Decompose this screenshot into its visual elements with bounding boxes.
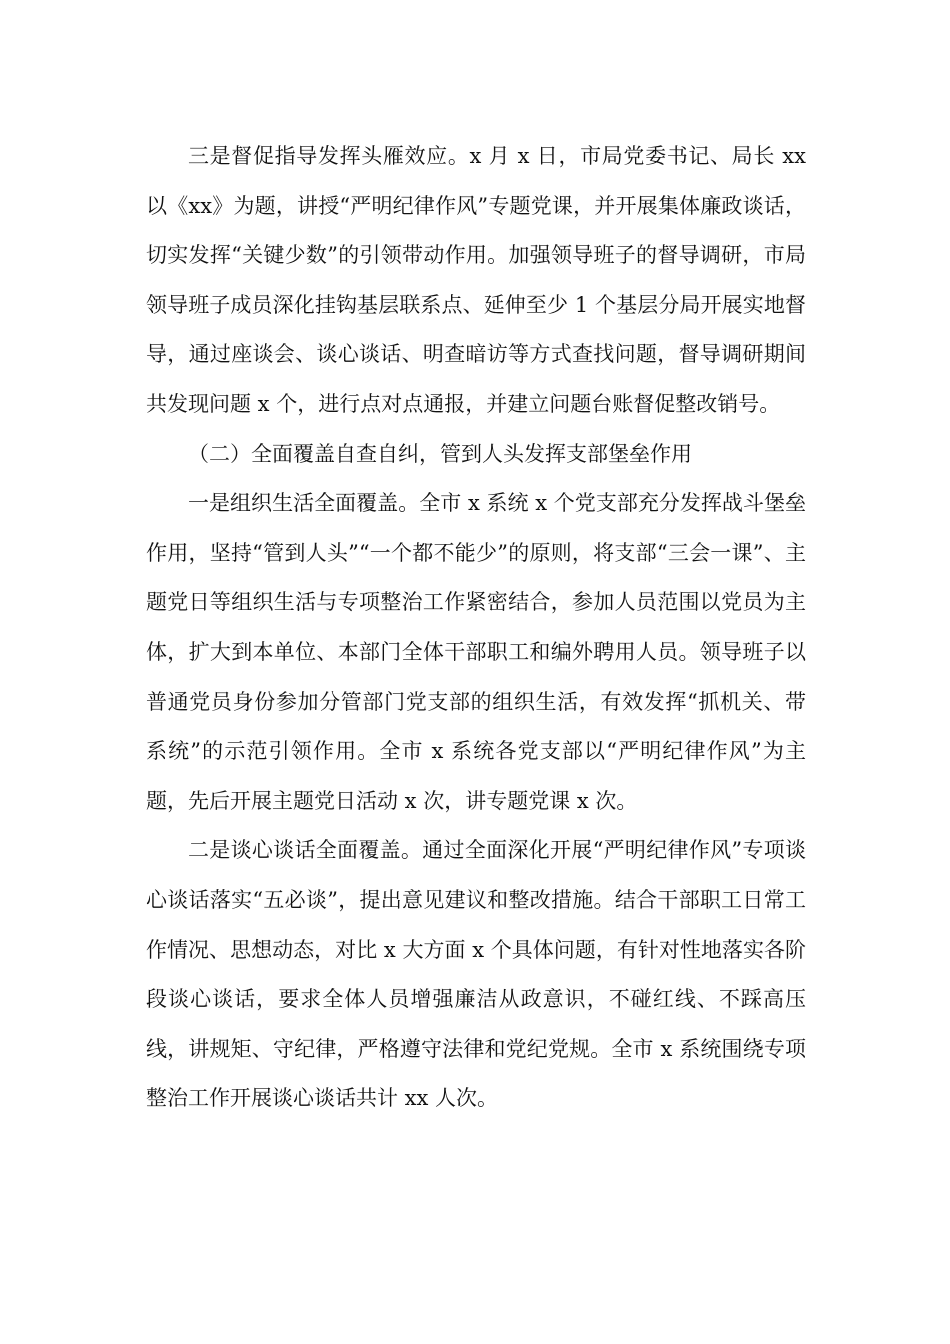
document-body <box>146 132 806 1124</box>
paragraph-heart-to-heart-talks: 二是谈心谈话全面覆盖。通过全面深化开展“严明纪律作风”专项谈心谈话落实“五必谈”，提出意见建议和整改措施。结合干部职工日常工作情况、思想动态，对比 x 大方面 x 个具体问题，有针对性地落实各阶段谈心谈话，要求全体人员增强廉洁从政意识，不碰红线、不踩高压线，讲规矩、守纪律，严格遵守法律和党纪党规。全市 x 系统围绕专项整治工作开展谈心谈话共计 xx 人次。 <box>146 838 806 1111</box>
section-heading-2: （二）全面覆盖自查自纠，管到人头发挥支部堡垒作用 <box>188 441 692 466</box>
paragraph-organizational-life: 一是组织生活全面覆盖。全市 x 系统 x 个党支部充分发挥战斗堡垒作用，坚持“管到人头”“一个都不能少”的原则，将支部“三会一课”、主题党日等组织生活与专项整治工作紧密结合，参加人员范围以党员为主体，扩大到本单位、本部门全体干部职工和编外聘用人员。领导班子以普通党员身份参加分管部门党支部的组织生活，有效发挥“抓机关、带系统”的示范引领作用。全市 x 系统各党支部以“严明纪律作风”为主题，先后开展主题党日活动 x 次，讲专题党课 x 次。 <box>146 491 806 813</box>
paragraph-supervision-guidance: 三是督促指导发挥头雁效应。x 月 x 日，市局党委书记、局长 xx 以《xx》为题，讲授“严明纪律作风”专题党课，并开展集体廉政谈话，切实发挥“关键少数”的引领带动作用。加强领导班子的督导调研，市局领导班子成员深化挂钩基层联系点、延伸至少 1 个基层分局开展实地督导，通过座谈会、谈心谈话、明查暗访等方式查找问题，督导调研期间共发现问题 x 个，进行点对点通报，并建立问题台账督促整改销号。 <box>146 144 806 416</box>
